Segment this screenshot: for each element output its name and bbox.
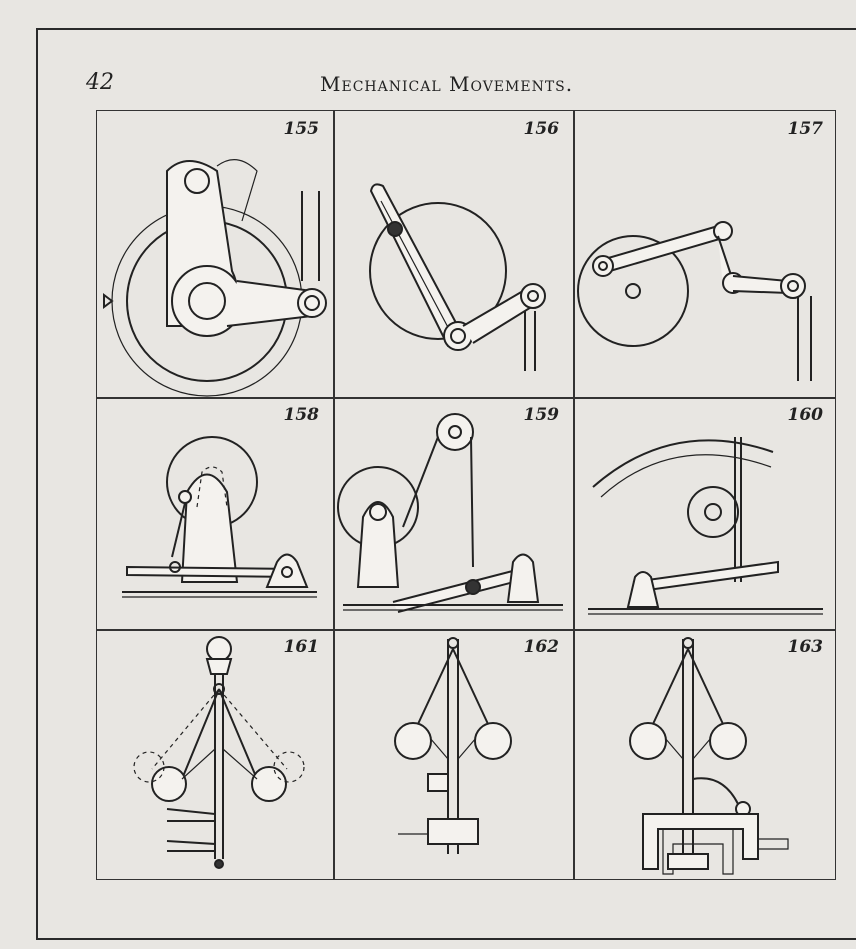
curved-beam-illustration [573, 397, 837, 629]
gear-lever-illustration [97, 111, 333, 397]
page-number: 42 [86, 70, 114, 95]
figure-158 [97, 397, 333, 629]
figure-163 [573, 629, 837, 881]
figure-number: 161 [283, 637, 319, 657]
figure-157 [573, 111, 837, 397]
figure-number: 160 [787, 405, 823, 425]
figure-number: 156 [523, 119, 559, 139]
figure-162 [333, 629, 573, 881]
figure-159 [333, 397, 573, 629]
lever-disc-illustration [97, 397, 333, 629]
figure-156 [333, 111, 573, 397]
figure-155 [97, 111, 333, 397]
figure-number: 155 [283, 119, 319, 139]
figure-number: 159 [523, 405, 559, 425]
pulley-lever-illustration [333, 397, 573, 629]
page-title: Mechanical Movements. [320, 72, 574, 96]
slotted-crank-illustration [333, 111, 573, 397]
figure-161 [97, 629, 333, 881]
double-crank-illustration [573, 111, 837, 397]
figure-number: 162 [523, 637, 559, 657]
figure-number: 163 [787, 637, 823, 657]
ball-governor-illustration [333, 629, 573, 881]
figure-160 [573, 397, 837, 629]
governor-valve-illustration [573, 629, 837, 881]
figure-number: 158 [283, 405, 319, 425]
figure-number: 157 [787, 119, 823, 139]
governor-illustration [97, 629, 333, 881]
figure-grid [96, 110, 836, 880]
